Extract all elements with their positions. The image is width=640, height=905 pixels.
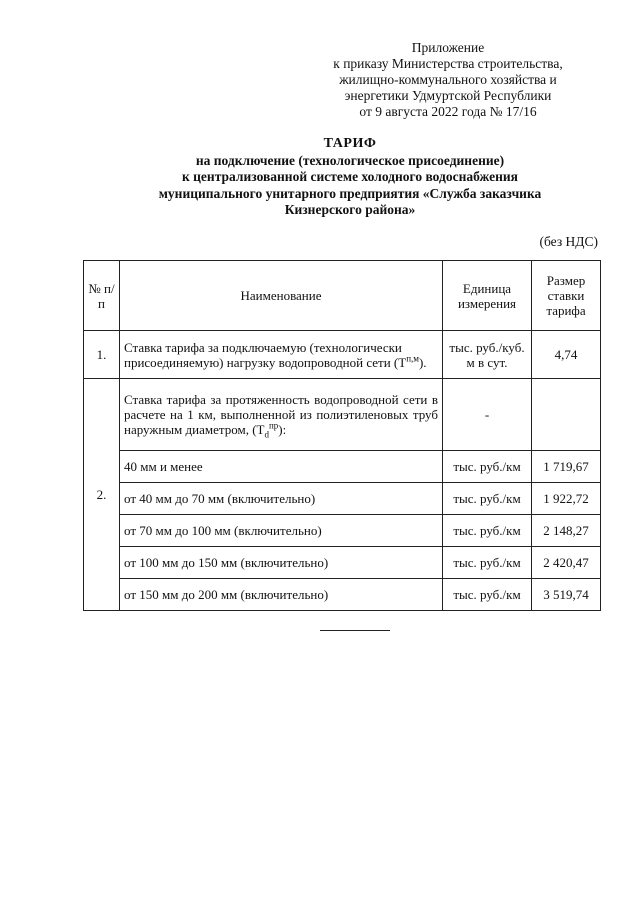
header-num: № п/п [84,261,120,331]
table-subrow [84,515,601,547]
appendix-line: энергетики Удмуртской Республики [344,88,552,103]
row-rate: 4,74 [532,331,601,379]
table-subrow [84,451,601,483]
appendix-line: Приложение [411,40,485,55]
table-subrow [84,547,601,579]
subrow-rate: 2 148,27 [532,515,601,547]
subrow-rate: 1 922,72 [532,483,601,515]
document-title [120,136,580,219]
subrow-name: от 70 мм до 100 мм (включительно) [120,515,443,547]
row-name [120,379,443,451]
subrow-rate: 2 420,47 [532,547,601,579]
subrow-unit: тыс. руб./км [443,483,532,515]
row-num: 1. [84,331,120,379]
row-name-text: Ставка тарифа за протяженность водопроводной сети в расчете на 1 км, выполненной из полиэтиленовых труб наружным диаметром, (Т [124,392,438,437]
title-line: на подключение (технологическое присоединение) [195,152,505,168]
row-name-end: ): [278,422,287,437]
table-row [84,331,601,379]
title-main: ТАРИФ [323,136,377,151]
subrow-name: от 150 мм до 200 мм (включительно) [120,579,443,611]
row-name-sup: п,м [406,353,419,364]
subrow-unit: тыс. руб./км [443,547,532,579]
subrow-name: от 40 мм до 70 мм (включительно) [120,483,443,515]
row-name-text: Ставка тарифа за подключаемую (технологически присоединяемую) нагрузку водопроводной сети (Т [124,339,407,370]
row-name-sup: пр [268,420,279,431]
header-name: Наименование [120,261,443,331]
appendix-line: от 9 августа 2022 года № 17/16 [359,104,537,119]
row-name [120,331,443,379]
header-rate: Размер ставки тарифа [532,261,601,331]
closing-divider [320,630,390,631]
subrow-name: 40 мм и менее [120,451,443,483]
table-header-row [84,261,601,331]
row-unit: тыс. руб./куб. м в сут. [443,331,532,379]
row-unit: - [443,379,532,451]
title-line: муниципального унитарного предприятия «Служба заказчика [158,185,542,201]
title-line: к централизованной системе холодного водоснабжения [182,169,518,184]
table-subrow [84,579,601,611]
table-subrow [84,483,601,515]
subrow-unit: тыс. руб./км [443,515,532,547]
table-row [84,379,601,451]
appendix-line: жилищно-коммунального хозяйства и [339,72,557,87]
row-name-end: ). [418,354,427,370]
subrow-unit: тыс. руб./км [443,579,532,611]
vat-note: (без НДС) [539,234,598,249]
appendix-line: к приказу Министерства строительства, [333,56,563,71]
header-unit: Единица измерения [443,261,532,331]
row-num: 2. [84,379,120,611]
tariff-table [83,260,601,611]
title-line: Кизнерского района» [284,202,416,217]
subrow-unit: тыс. руб./км [443,451,532,483]
appendix-header [298,40,598,120]
row-name-sub: d [264,429,269,440]
subrow-name: от 100 мм до 150 мм (включительно) [120,547,443,579]
subrow-rate: 3 519,74 [532,579,601,611]
subrow-rate: 1 719,67 [532,451,601,483]
row-rate [532,379,601,451]
